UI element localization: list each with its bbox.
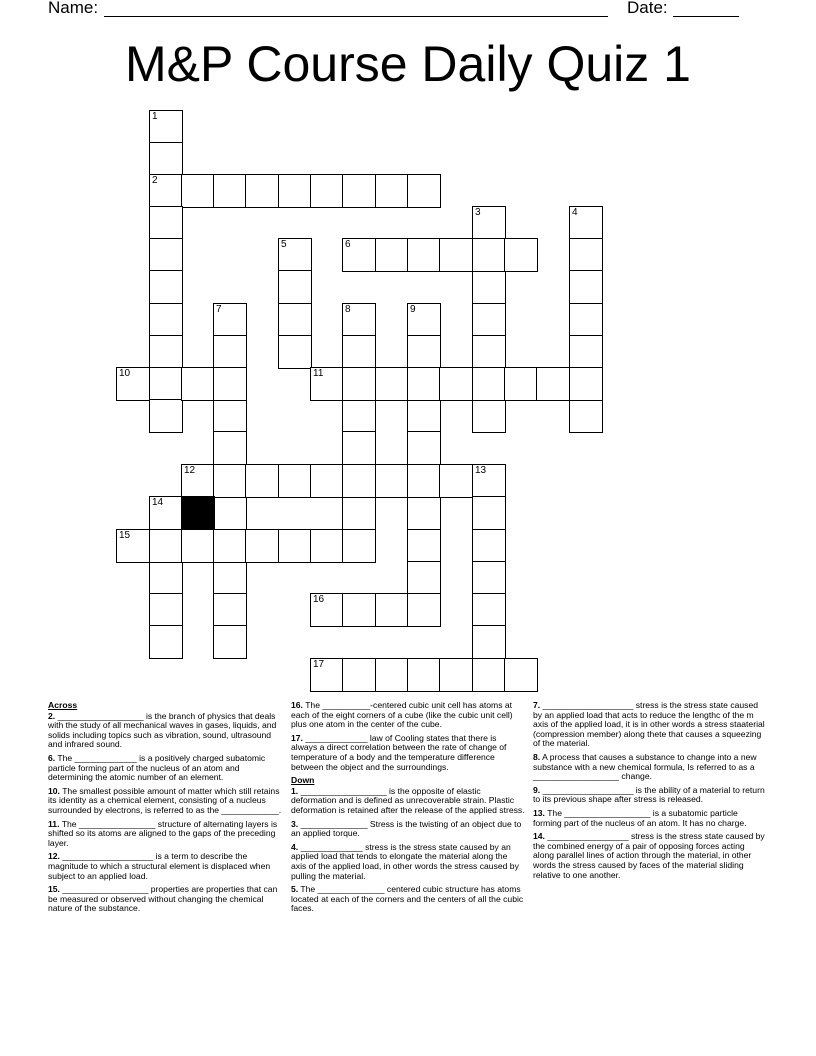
grid-cell[interactable] (343, 368, 375, 400)
grid-cell[interactable] (279, 239, 311, 271)
grid-cell[interactable] (246, 175, 278, 207)
grid-cell[interactable] (150, 562, 182, 594)
grid-cell[interactable] (376, 368, 408, 400)
date-label: Date: (627, 0, 668, 17)
grid-cell[interactable] (473, 271, 505, 303)
grid-cell[interactable] (473, 659, 505, 691)
clue-down-9: 9. ___________________ is the ability of a material to return to its previous shape after stress is released. (533, 784, 765, 805)
grid-cell[interactable] (214, 175, 246, 207)
clue-down-14: 14. _________________ stress is the stress state caused by the combined energy of a pair of opposing forces acting along parallel lines of action through the material, in other words the stress caused by faces of the material sliding relative to one another. (533, 831, 765, 880)
grid-cell[interactable] (343, 304, 375, 336)
grid-cell[interactable] (279, 336, 311, 368)
grid-cell[interactable] (182, 530, 214, 562)
grid-cell[interactable] (150, 400, 182, 432)
grid-cell[interactable] (279, 304, 311, 336)
clue-across-16: 16. The __________-centered cubic unit cell has atoms at each of the eight corners of a cube (like the cubic unit cell) plus one atom in the center of the cube. (291, 700, 513, 730)
grid-cell[interactable] (182, 465, 214, 497)
grid-cell[interactable] (150, 271, 182, 303)
clue-number: 13 (475, 465, 487, 476)
grid-cell[interactable] (473, 562, 505, 594)
clue-number: 1 (152, 111, 158, 122)
grid-cell[interactable] (182, 175, 214, 207)
grid-cell[interactable] (408, 594, 440, 626)
grid-cell[interactable] (570, 304, 602, 336)
grid-cell[interactable] (473, 530, 505, 562)
clue-across-12: 12. ___________________ is a term to describe the magnitude to which a structural element is displaced when subject to an applied load. (48, 851, 271, 881)
grid-cell[interactable] (214, 368, 246, 400)
grid-cell[interactable] (150, 111, 182, 143)
grid-cell[interactable] (343, 239, 375, 271)
clue-down-3: 3. ______________ Stress is the twisting of an object due to an applied torque. (291, 818, 522, 839)
clue-number: 4 (572, 207, 578, 218)
clue-down-5: 5. The ______________ centered cubic structure has atoms located at each of the corners and the centers of all the cubic faces. (291, 884, 524, 914)
grid-cell[interactable] (311, 530, 343, 562)
grid-cell[interactable] (150, 239, 182, 271)
grid-cell[interactable] (473, 400, 505, 432)
grid-cell[interactable] (408, 304, 440, 336)
grid-cell[interactable] (343, 530, 375, 562)
grid-cell[interactable] (408, 530, 440, 562)
grid-cell[interactable] (246, 530, 278, 562)
grid-cell[interactable] (214, 594, 246, 626)
clue-number: 5 (281, 239, 287, 250)
grid-cell[interactable] (505, 659, 537, 691)
clue-number: 11 (313, 368, 324, 379)
black-square (182, 497, 214, 529)
clue-number: 8 (345, 304, 351, 315)
grid-cell[interactable] (440, 239, 472, 271)
clue-down-1: 1. __________________ is the opposite of elastic deformation and is defined as unrecoverable strain. Plastic deformation is retained after the release of the applied stress. (291, 785, 525, 815)
grid-cell[interactable] (408, 175, 440, 207)
grid-cell[interactable] (343, 465, 375, 497)
clue-number: 16 (313, 594, 325, 605)
grid-cell[interactable] (570, 400, 602, 432)
grid-cell[interactable] (376, 239, 408, 271)
grid-cell[interactable] (214, 497, 246, 529)
grid-cell[interactable] (376, 465, 408, 497)
clue-down-8: 8. A process that causes a substance to change into a new substance with a new chemical formula, Is referred to as a __________________ change. (533, 751, 757, 782)
grid-cell[interactable] (570, 368, 602, 400)
clue-number: 14 (152, 497, 164, 508)
grid-cell[interactable] (570, 271, 602, 303)
grid-cell[interactable] (311, 594, 343, 626)
grid-cell[interactable] (570, 239, 602, 271)
grid-cell[interactable] (343, 336, 375, 368)
grid-cell[interactable] (279, 271, 311, 303)
clue-across-15: 15. __________________ properties are properties that can be measured or observed without changing the chemical nature of the substance. (48, 884, 278, 914)
grid-cell[interactable] (505, 368, 537, 400)
grid-cell[interactable] (570, 207, 602, 239)
grid-cell[interactable] (214, 336, 246, 368)
grid-cell[interactable] (440, 465, 472, 497)
grid-cell[interactable] (279, 530, 311, 562)
clue-across-11: 11. The ________________ structure of alternating layers is shifted so its atoms are aligned to the gaps of the preceding layer. (48, 818, 278, 848)
grid-cell[interactable] (376, 175, 408, 207)
grid-cell[interactable] (473, 368, 505, 400)
name-label: Name: (48, 0, 99, 17)
grid-cell[interactable] (343, 497, 375, 529)
grid-cell[interactable] (408, 659, 440, 691)
clue-across-6: 6. The _____________ is a positively charged subatomic particle forming part of the nucleus of an atom and determining the atomic number of an element. (48, 752, 266, 783)
grid-cell[interactable] (408, 432, 440, 464)
grid-cell[interactable] (473, 239, 505, 271)
grid-cell[interactable] (117, 530, 149, 562)
grid-cell[interactable] (408, 368, 440, 400)
grid-cell[interactable] (408, 400, 440, 432)
grid-cell[interactable] (150, 304, 182, 336)
grid-cell[interactable] (214, 465, 246, 497)
grid-cell[interactable] (214, 432, 246, 464)
grid-cell[interactable] (440, 368, 472, 400)
clue-down-7: 7. ___________________ stress is the stress state caused by an applied load that acts to reduce the lengthc of the m axis of the applied load, it is in other words a stress staaterial (compression member) along thete that causes a squeezing of the material. (533, 700, 765, 749)
grid-cell[interactable] (343, 400, 375, 432)
clue-number: 2 (152, 175, 158, 186)
grid-cell[interactable] (505, 239, 537, 271)
grid-cell[interactable] (343, 175, 375, 207)
grid-cell[interactable] (214, 400, 246, 432)
down-heading: Down (291, 775, 315, 786)
across-heading: Across (48, 700, 78, 710)
grid-cell[interactable] (214, 530, 246, 562)
clue-number: 10 (119, 368, 131, 379)
grid-cell[interactable] (376, 594, 408, 626)
grid-cell[interactable] (311, 465, 343, 497)
grid-cell[interactable] (408, 497, 440, 529)
grid-cell[interactable] (214, 562, 246, 594)
grid-cell[interactable] (150, 626, 182, 658)
grid-cell[interactable] (117, 368, 149, 400)
clue-number: 6 (345, 239, 351, 250)
clue-number: 17 (313, 659, 325, 670)
clue-number: 12 (184, 465, 196, 476)
grid-cell[interactable] (473, 594, 505, 626)
grid-cell[interactable] (408, 562, 440, 594)
clues-column-2 (291, 701, 525, 918)
grid-cell[interactable] (214, 626, 246, 658)
grid-cell[interactable] (246, 465, 278, 497)
grid-cell[interactable] (279, 175, 311, 207)
grid-cell[interactable] (150, 175, 182, 207)
grid-cell[interactable] (473, 336, 505, 368)
grid-cell[interactable] (440, 659, 472, 691)
grid-cell[interactable] (343, 594, 375, 626)
clues-column-1 (48, 701, 282, 918)
clue-number: 3 (475, 207, 481, 218)
grid-cell[interactable] (150, 497, 182, 529)
grid-cell[interactable] (311, 659, 343, 691)
grid-cell[interactable] (537, 368, 569, 400)
grid-cell[interactable] (150, 530, 182, 562)
grid-cell[interactable] (150, 594, 182, 626)
clue-number: 15 (119, 530, 131, 541)
grid-cell[interactable] (150, 143, 182, 175)
grid-cell[interactable] (473, 304, 505, 336)
clues-column-3 (533, 701, 767, 884)
grid-cell[interactable] (408, 336, 440, 368)
grid-cell[interactable] (311, 175, 343, 207)
clue-across-10: 10. The smallest possible amount of matter which still retains its identity as a chemical element, consisting of a nucleus surrounded by electrons, is referred to as the ____________. (48, 785, 282, 815)
grid-cell[interactable] (182, 368, 214, 400)
grid-cell[interactable] (214, 304, 246, 336)
clue-across-2: 2. __________________ is the branch of physics that deals with the study of all mechanical waves in gases, liquids, and solids including topics such as vibration, sound, ultrasound and infrared sound. (48, 710, 277, 750)
grid-cell[interactable] (311, 368, 343, 400)
grid-cell[interactable] (473, 626, 505, 658)
grid-cell[interactable] (150, 336, 182, 368)
clue-across-17: 17. _____________ law of Cooling states that there is always a direct correlation between the rate of change of temperature of a body and the temperature difference between the object and the surroundings. (291, 732, 507, 772)
grid-cell[interactable] (408, 465, 440, 497)
page-title: M&P Course Daily Quiz 1 (125, 36, 691, 92)
grid-cell[interactable] (473, 465, 505, 497)
grid-cell[interactable] (570, 336, 602, 368)
clue-down-13: 13. The __________________ is a subatomic particle forming part of the nucleus of an atom. It has no charge. (533, 807, 747, 828)
grid-cell[interactable] (343, 659, 375, 691)
grid-cell[interactable] (376, 659, 408, 691)
grid-cell[interactable] (473, 497, 505, 529)
clue-number: 7 (216, 304, 222, 315)
grid-cell[interactable] (343, 432, 375, 464)
grid-cell[interactable] (279, 465, 311, 497)
clue-down-4: 4. _____________ stress is the stress state caused by an applied load that tends to elongate the material along the axis of the applied load, in other words the stress caused by pulling the material. (291, 841, 519, 881)
grid-cell[interactable] (408, 239, 440, 271)
clue-number: 9 (410, 304, 416, 315)
grid-cell[interactable] (473, 207, 505, 239)
grid-cell[interactable] (150, 207, 182, 239)
grid-cell[interactable] (150, 368, 182, 400)
